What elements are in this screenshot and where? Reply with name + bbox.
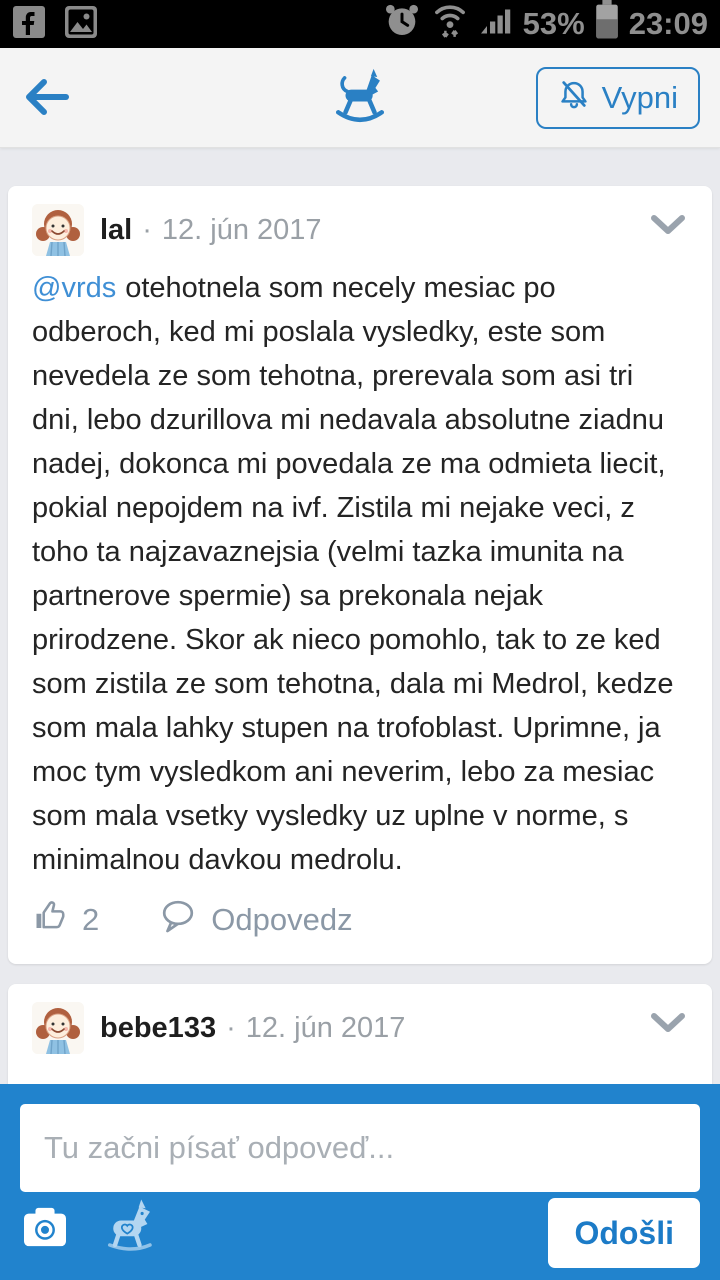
- camera-icon: [22, 1236, 68, 1251]
- send-button-label: Odošli: [574, 1214, 674, 1251]
- battery-percent-label: 53%: [522, 6, 585, 41]
- avatar[interactable]: [32, 1002, 84, 1054]
- mute-thread-button[interactable]: [536, 67, 700, 129]
- meta-separator: ·: [226, 1011, 236, 1044]
- facebook-icon: [12, 5, 46, 44]
- status-bar: [0, 0, 720, 48]
- wifi-icon: [431, 0, 469, 48]
- user-mention-link[interactable]: @vrds: [32, 272, 117, 304]
- post-date: 12. jún 2017: [161, 213, 322, 246]
- bell-off-icon: [558, 78, 590, 118]
- rocking-horse-logo-icon: [331, 67, 389, 130]
- attach-photo-button[interactable]: [22, 1206, 68, 1248]
- sticker-button[interactable]: [100, 1196, 158, 1252]
- like-count: 2: [82, 902, 100, 937]
- app-bar: [0, 48, 720, 148]
- signal-icon: [478, 2, 514, 46]
- back-arrow-icon: [22, 77, 70, 120]
- sticker-horse-icon: [100, 1240, 158, 1255]
- battery-icon: [594, 0, 620, 48]
- post-date: 12. jún 2017: [245, 1011, 406, 1044]
- post-author[interactable]: bebe133: [100, 1011, 217, 1044]
- reply-button[interactable]: [159, 898, 352, 942]
- status-bar-notifications: [12, 5, 98, 44]
- post-author[interactable]: lal: [100, 213, 133, 246]
- like-button[interactable]: [32, 898, 99, 942]
- post-actions: [32, 898, 688, 942]
- gallery-icon: [64, 5, 98, 44]
- speech-bubble-icon: [159, 898, 197, 942]
- clock-label: 23:09: [628, 6, 708, 41]
- avatar[interactable]: [32, 204, 84, 256]
- reply-composer: [0, 1084, 720, 1280]
- chevron-down-icon[interactable]: [650, 1012, 686, 1041]
- meta-separator: ·: [142, 213, 152, 246]
- reply-input[interactable]: [20, 1104, 700, 1192]
- send-reply-button[interactable]: [548, 1198, 700, 1268]
- status-bar-indicators: [382, 0, 708, 48]
- post-text: otehotnela som necely mesiac po odberoch, ked mi poslala vysledky, este som nevedela ze som tehotna, prerevala som asi tri dni, lebo dzurillova mi nedavala absolutne ziadnu nadej, dokonca mi povedala ze ma odmieta liecit, pokial nepojdem na ivf. Zistila mi nejake veci, z toho ta najzavaznejsia (velmi tazka imunita na partnerove spermie) sa prekonala nejak prirodzene. Skor ak nieco pomohlo, tak to ze ked som zistila ze som tehotna, dala mi Medrol, kedze som mala lahky stupen na trofoblast. Uprimne, ja moc tym vysledkom ani neverim, lebo za mesiac som mala vsetky vysledky uz uplne v norme, s minimalnou davkou medrolu.: [32, 272, 674, 876]
- post-card: [8, 186, 712, 964]
- post-body: [32, 266, 688, 882]
- reply-button-label: Odpovedz: [211, 902, 353, 937]
- post-header: [32, 204, 688, 256]
- post-header: [32, 1002, 688, 1054]
- mute-button-label: Vypni: [601, 80, 678, 115]
- back-button[interactable]: [18, 70, 74, 126]
- thumbs-up-icon: [32, 898, 68, 942]
- chevron-down-icon[interactable]: [650, 214, 686, 243]
- alarm-icon: [382, 0, 422, 48]
